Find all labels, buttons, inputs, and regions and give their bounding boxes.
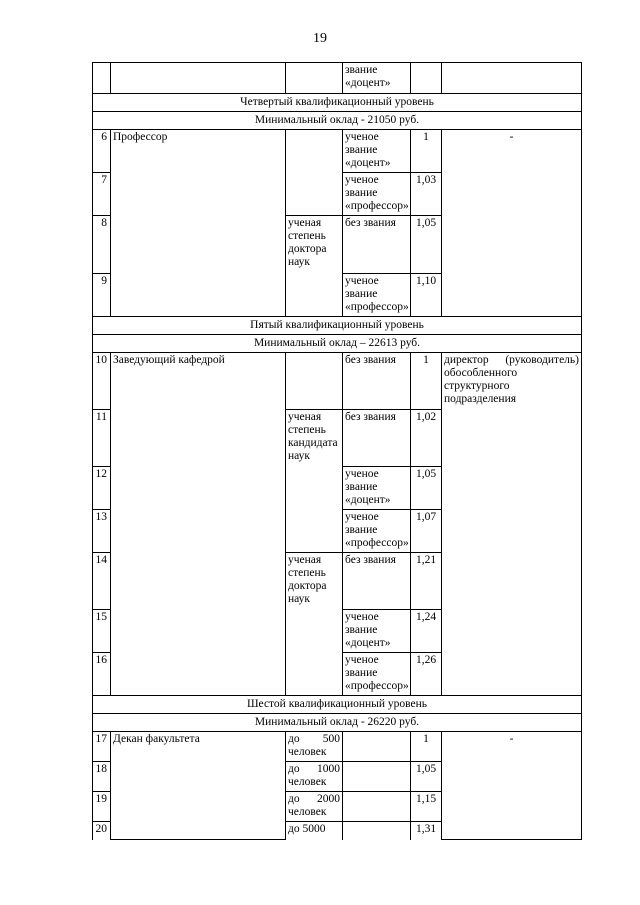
degree-cell: до 5000 (286, 822, 343, 840)
coef-cell: 1,15 (411, 792, 442, 822)
title-cell: без звания (343, 216, 411, 274)
salary-table (92, 62, 582, 840)
title-cell: без звания (343, 353, 411, 410)
coef-cell: 1,24 (411, 610, 442, 653)
coef-cell: 1,21 (411, 553, 442, 610)
title-cell: ученое звание «доцент» (343, 610, 411, 653)
title-cell (343, 822, 411, 840)
coef-cell: 1,31 (411, 822, 442, 840)
note-cell: - (442, 732, 582, 840)
salary-header: Минимальный оклад – 22613 руб. (93, 335, 582, 353)
title-cell (343, 792, 411, 822)
title-cell (343, 732, 411, 762)
coef-cell: 1 (411, 732, 442, 762)
title-cell: ученое звание «профессор» (343, 510, 411, 553)
salary-header: Минимальный оклад - 21050 руб. (93, 112, 582, 130)
level-header: Пятый квалификационный уровень (93, 317, 582, 335)
coef-cell: 1,10 (411, 274, 442, 317)
title-cell: ученое звание «доцент» (343, 130, 411, 173)
title-cell: ученое звание «профессор» (343, 653, 411, 696)
note-cell: - (442, 130, 582, 317)
row-number: 13 (93, 510, 111, 553)
coef-cell: 1,05 (411, 762, 442, 792)
page-number: 19 (313, 31, 327, 46)
row-number: 20 (93, 822, 111, 840)
title-cell: ученое звание «доцент» (343, 467, 411, 510)
row-number: 16 (93, 653, 111, 696)
table-row (93, 130, 582, 173)
table-row (93, 63, 582, 94)
degree-cell (286, 130, 343, 216)
coef-cell: 1,05 (411, 216, 442, 274)
degree-cell: до 500 человек (286, 732, 343, 762)
row-number: 6 (93, 130, 111, 173)
degree-cell: до 2000 человек (286, 792, 343, 822)
title-cell: без звания (343, 553, 411, 610)
degree-cell: ученая степень доктора наук (286, 553, 343, 696)
level-header: Четвертый квалификационный уровень (93, 94, 582, 112)
coef-cell: 1 (411, 130, 442, 173)
coef-cell: 1,05 (411, 467, 442, 510)
salary-header: Минимальный оклад - 26220 руб. (93, 714, 582, 732)
note-cell: директор (руководитель) обособленного структурного подразделения (442, 353, 582, 696)
row-number: 11 (93, 410, 111, 467)
row-number: 9 (93, 274, 111, 317)
coef-cell: 1,07 (411, 510, 442, 553)
row-number: 7 (93, 173, 111, 216)
position-cell: Профессор (111, 130, 286, 317)
coef-cell: 1,26 (411, 653, 442, 696)
position-cell: Заведующий кафедрой (111, 353, 286, 696)
degree-cell: ученая степень доктора наук (286, 216, 343, 317)
title-cell: ученое звание «профессор» (343, 274, 411, 317)
row-number: 14 (93, 553, 111, 610)
row-number: 10 (93, 353, 111, 410)
row-number: 8 (93, 216, 111, 274)
title-cell: ученое звание «профессор» (343, 173, 411, 216)
position-cell: Декан факультета (111, 732, 286, 840)
degree-cell: до 1000 человек (286, 762, 343, 792)
table-row (93, 732, 582, 762)
row-number: 18 (93, 762, 111, 792)
coef-cell: 1,03 (411, 173, 442, 216)
coef-cell: 1,02 (411, 410, 442, 467)
title-cell (343, 762, 411, 792)
degree-cell: ученая степень кандидата наук (286, 410, 343, 553)
degree-cell (286, 353, 343, 410)
row-number: 17 (93, 732, 111, 762)
row-number: 12 (93, 467, 111, 510)
title-cell: звание «доцент» (343, 63, 411, 94)
row-number: 15 (93, 610, 111, 653)
level-header: Шестой квалификационный уровень (93, 696, 582, 714)
title-cell: без звания (343, 410, 411, 467)
table-row (93, 353, 582, 410)
coef-cell: 1 (411, 353, 442, 410)
row-number: 19 (93, 792, 111, 822)
